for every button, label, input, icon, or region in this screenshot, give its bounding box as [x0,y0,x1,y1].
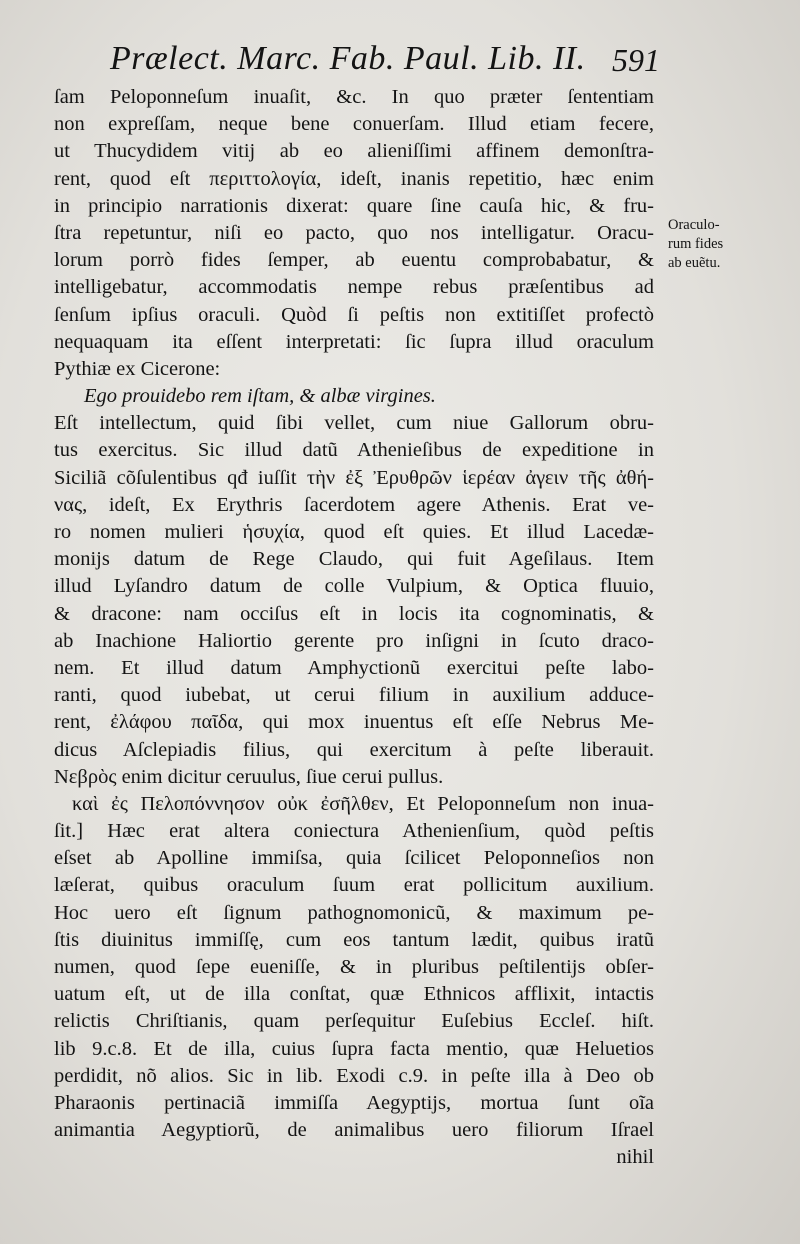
page-header [100,40,660,80]
text-line: ſtra repetuntur, niſi eo pacto, quo nos intelligatur. Oracu- [54,221,654,244]
verse-quote: Ego prouidebo rem iſtam, & albæ virgines. [84,385,436,408]
text-line: nem. Et illud datum Amphyctionũ exercitui peſte labo- [54,656,654,679]
text-line: non expreſſam, neque bene conuerſam. Illud etiam fecere, [54,113,654,136]
text-line: eſset ab Apolline immiſsa, quia ſcilicet Peloponneſios non [54,847,654,870]
text-line: intelligebatur, accommodatis nempe rebus præſentibus ad [54,276,654,299]
text-line: ro nomen mulieri ἡσυχία, quod eſt quies. Et illud Lacedæ- [54,521,654,543]
text-line: lib 9.c.8. Et de illa, cuius ſupra facta mentio, quæ Heluetios [54,1037,654,1060]
body-text [54,84,654,1172]
text-line: uatum eſt, ut de illa conſtat, quæ Ethnicos afflixit, intactis [54,983,654,1006]
text-line: ſtis diuinitus immiſſę, cum eos tantum lædit, quibus iratũ [54,928,654,951]
text-line: ſam Peloponneſum inuaſit, &c. In quo præter ſententiam [54,86,654,108]
page-number: 591 [612,42,660,78]
text-line: Νεβρὸς enim dicitur ceruulus, ſiue cerui pullus. [54,765,444,788]
text-line: Pharaonis pertinaciã immiſſa Aegyptijs, mortua ſunt oĩa [54,1091,654,1114]
marginal-note [668,216,758,273]
text-line: rent, ἐλάφου παῖδα, qui mox inuentus eſt eſſe Nebrus Me- [54,711,654,734]
text-line: nequaquam ita eſſent interpretati: ſic ſupra illud oraculum [54,330,654,353]
text-line: Hoc uero eſt ſignum pathognomonicũ, & maximum pe- [54,901,654,924]
catchword: nihil [616,1146,654,1169]
text-line: & dracone: nam occiſus eſt in locis ita cognominatis, & [54,602,654,625]
marginal-note-line: rum fides [668,236,724,252]
text-line: dicus Aſclepiadis filius, qui exercitum à peſte liberauit. [54,738,654,761]
marginal-note-line: Oraculo- [668,217,720,233]
text-line: Pythiæ ex Cicerone: [54,357,221,380]
text-line: ut Thucydidem vitij ab eo alieniſſimi affinem demonſtra- [54,140,654,163]
text-line: lorum porrò fides ſemper, ab euentu comprobabatur, & [54,249,654,272]
text-line: perdidit, nõ alios. Sic in lib. Exodi c.9. in peſte illa à Deo ob [54,1064,654,1087]
text-line: relictis Chriſtianis, quam perſequitur Euſebius Eccleſ. hiſt. [54,1010,654,1033]
text-line: ab Inachione Haliortio gerente pro inſigni in ſcuto draco- [54,629,654,652]
text-line: Siciliã cõſulentibus qđ iuſſit τὴν ἐξ Ἐρυθρῶν ἱερέαν ἀγειν τῆς ἀθή- [54,466,654,489]
text-line: in principio narrationis dixerat: quare ſine cauſa hic, & fru- [54,194,654,217]
text-line: rent, quod eſt περιττολογία, ideſt, inanis repetitio, hæc enim [54,167,654,190]
running-head: Prælect. Marc. Fab. Paul. Lib. II. [110,40,586,77]
text-line: numen, quod ſepe eueniſſe, & in pluribus peſtilentijs obſer- [54,956,654,978]
text-line: ranti, quod iubebat, ut cerui filium in auxilium adduce- [54,684,654,707]
lemma-line: καὶ ἐς Πελοπόννησον οὐκ ἐσῆλθεν, Et Peloponneſum non inua- [72,792,654,815]
text-line: monijs datum de Rege Claudo, qui fuit Ageſilaus. Item [54,548,654,571]
text-line: læſerat, quibus oraculum ſuum erat pollicitum auxilium. [54,874,654,897]
text-line: animantia Aegyptiorũ, de animalibus uero filiorum Iſrael [54,1119,654,1142]
text-line: νας, ideſt, Ex Erythris ſacerdotem agere Athenis. Erat ve- [54,493,654,516]
text-line: illud Lyſandro datum de colle Vulpium, & Optica fluuio, [54,575,654,598]
text-line: ſit.] Hæc erat altera coniectura Athenienſium, quòd peſtis [54,820,654,843]
text-line: Eſt intellectum, quid ſibi vellet, cum niue Gallorum obru- [54,412,654,435]
text-line: tus exercitus. Sic illud datũ Athenieſibus de expeditione in [54,439,654,462]
text-line: ſenſum ipſius oraculi. Quòd ſi peſtis non extitiſſet profectò [54,303,654,326]
marginal-note-line: ab euẽtu. [668,255,721,271]
